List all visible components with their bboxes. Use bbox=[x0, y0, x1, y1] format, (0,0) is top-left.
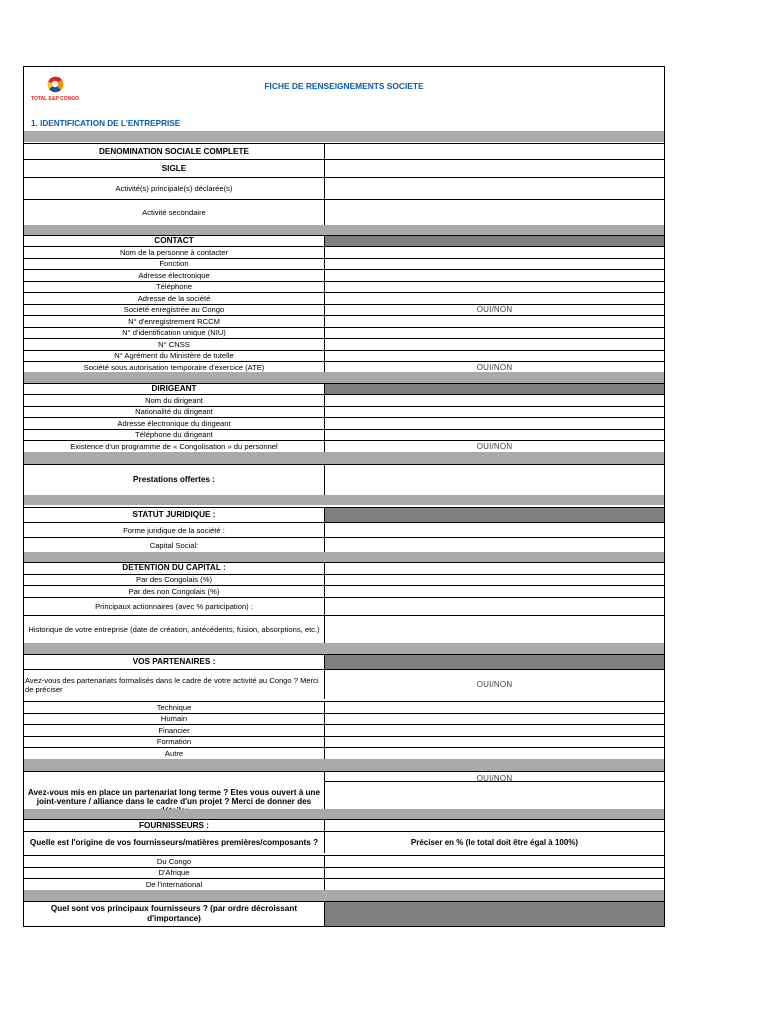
form-row bbox=[24, 199, 664, 225]
label-origine-fournisseurs: Quelle est l'origine de vos fournisseurs/matières premières/composants ? bbox=[24, 831, 324, 853]
value-dirigeant-3-cell[interactable] bbox=[324, 429, 664, 441]
value-activite-principale-cell[interactable] bbox=[324, 177, 664, 199]
form-row bbox=[24, 615, 664, 643]
form-row bbox=[24, 736, 664, 748]
label-contact-2: Adresse électronique bbox=[24, 269, 324, 281]
value-partenaire-0-cell[interactable] bbox=[324, 701, 664, 713]
label-historique: Historique de votre entreprise (date de création, antécédents, fusion, absorptions, etc.) bbox=[24, 615, 324, 643]
label-contact-0: Nom de la personne à contacter bbox=[24, 246, 324, 258]
value-contact-8-cell[interactable] bbox=[324, 338, 664, 350]
total-logo bbox=[28, 73, 82, 103]
form-row bbox=[24, 406, 664, 418]
value-contact-10-cell[interactable]: OUI/NON bbox=[324, 361, 664, 373]
value-contact-0-cell[interactable] bbox=[324, 246, 664, 258]
form-row bbox=[24, 724, 664, 736]
form-row bbox=[24, 304, 664, 316]
value-contact-1-cell[interactable] bbox=[324, 258, 664, 270]
form-row bbox=[24, 464, 664, 495]
label-par-congolais: Par des Congolais (%) bbox=[24, 574, 324, 586]
value-partenaire-3-cell[interactable] bbox=[324, 736, 664, 748]
value-contact-9-cell[interactable] bbox=[324, 350, 664, 362]
logo-text: TOTAL E&P CONGO bbox=[31, 96, 79, 102]
heading-detention-cell[interactable] bbox=[324, 562, 664, 574]
value-capital-social-cell[interactable] bbox=[324, 537, 664, 552]
label-partenariat-long-terme: Avez-vous mis en place un partenariat long terme ? Etes vous ouvert à une joint-venture / alliance dans le cadre d'un projet ? Merci de donner des bbox=[24, 771, 324, 809]
form-row bbox=[24, 574, 664, 586]
form-row bbox=[24, 417, 664, 429]
form-row bbox=[24, 537, 664, 552]
value-prestations-cell[interactable] bbox=[324, 464, 664, 495]
heading-dirigeant-cell[interactable] bbox=[324, 383, 664, 394]
section-title-identification: 1. IDENTIFICATION DE L'ENTREPRISE bbox=[31, 118, 181, 128]
form-row bbox=[24, 831, 664, 853]
heading-partenaires: VOS PARTENAIRES : bbox=[24, 654, 324, 669]
separator-band bbox=[24, 495, 664, 505]
value-partenariat-long-terme-cell[interactable]: OUI/NON bbox=[324, 771, 664, 809]
label-contact-8: N° CNSS bbox=[24, 338, 324, 350]
label-contact-1: Fonction bbox=[24, 258, 324, 270]
separator-band bbox=[24, 809, 664, 819]
form-row bbox=[24, 338, 664, 350]
label-dirigeant-4: Existence d'un programme de « Congolisation » du personnel bbox=[24, 440, 324, 452]
form-row bbox=[24, 361, 664, 373]
form-row bbox=[24, 383, 664, 394]
form-row bbox=[24, 878, 664, 890]
form-row bbox=[24, 597, 664, 616]
label-dirigeant-2: Adresse électronique du dirigeant bbox=[24, 417, 324, 429]
label-par-non-congolais: Par des non Congolais (%) bbox=[24, 585, 324, 597]
label-contact-10: Société sous autorisation temporaire d'exercice (ATE) bbox=[24, 361, 324, 373]
form-row bbox=[24, 394, 664, 406]
form-row bbox=[24, 177, 664, 199]
label-contact-3: Téléphone bbox=[24, 281, 324, 293]
label-prestations: Prestations offertes : bbox=[24, 464, 324, 495]
value-dirigeant-2-cell[interactable] bbox=[324, 417, 664, 429]
heading-partenaires-cell[interactable] bbox=[324, 654, 664, 669]
form-row bbox=[24, 281, 664, 293]
value-partenaire-4-cell[interactable] bbox=[324, 747, 664, 759]
separator-band bbox=[24, 131, 664, 142]
label-partenariats-formalises: Avez-vous des partenariats formalisés dans le cadre de votre activité au Congo ? Merci de préciser bbox=[24, 669, 324, 699]
value-fournisseur-1-cell[interactable] bbox=[324, 867, 664, 879]
form-row bbox=[24, 292, 664, 304]
label-fournisseur-2: De l'international bbox=[24, 878, 324, 890]
label-contact-9: N° Agrément du Ministère de tutelle bbox=[24, 350, 324, 362]
heading-statut: STATUT JURIDIQUE : bbox=[24, 507, 324, 522]
value-dirigeant-4-cell[interactable]: OUI/NON bbox=[324, 440, 664, 452]
label-fournisseur-0: Du Congo bbox=[24, 855, 324, 867]
label-activite-principale: Activité(s) principale(s) déclarée(s) bbox=[24, 177, 324, 199]
value-fournisseur-0-cell[interactable] bbox=[324, 855, 664, 867]
value-contact-5-cell[interactable]: OUI/NON bbox=[324, 304, 664, 316]
value-dirigeant-0-cell[interactable] bbox=[324, 394, 664, 406]
form-row bbox=[24, 143, 664, 159]
form-row bbox=[24, 654, 664, 669]
form-row bbox=[24, 901, 664, 927]
separator-band bbox=[24, 890, 664, 901]
label-contact-4: Adresse de la société bbox=[24, 292, 324, 304]
form-row bbox=[24, 819, 664, 831]
label-contact-7: N° d'identification unique (NIU) bbox=[24, 327, 324, 339]
heading-contact: CONTACT bbox=[24, 235, 324, 246]
form-row bbox=[24, 246, 664, 258]
form-row bbox=[24, 855, 664, 867]
label-activite-secondaire: Activité secondaire bbox=[24, 199, 324, 225]
form-row bbox=[24, 235, 664, 246]
value-partenariats-formalises-cell[interactable]: OUI/NON bbox=[324, 669, 664, 699]
value-forme-juridique-cell[interactable] bbox=[324, 522, 664, 537]
form-row bbox=[24, 440, 664, 452]
form-row bbox=[24, 701, 664, 713]
label-forme-juridique: Forme juridique de la société : bbox=[24, 522, 324, 537]
form-row bbox=[24, 429, 664, 441]
separator-band bbox=[24, 759, 664, 771]
value-contact-3-cell[interactable] bbox=[324, 281, 664, 293]
value-principaux-actionnaires-cell[interactable] bbox=[324, 597, 664, 616]
label-capital-social: Capital Social: bbox=[24, 537, 324, 552]
form-row bbox=[24, 522, 664, 537]
label-contact-6: N° d'enregistrement RCCM bbox=[24, 315, 324, 327]
label-dirigeant-0: Nom du dirigeant bbox=[24, 394, 324, 406]
value-par-non-congolais-cell[interactable] bbox=[324, 585, 664, 597]
label-principaux-fournisseurs: Quel sont vos principaux fournisseurs ? (par ordre décroissant d'importance) bbox=[24, 901, 324, 927]
label-sigle: SIGLE bbox=[24, 159, 324, 177]
heading-statut-cell[interactable] bbox=[324, 507, 664, 522]
form-row bbox=[24, 269, 664, 281]
form-row bbox=[24, 747, 664, 759]
form-row bbox=[24, 507, 664, 522]
form-row bbox=[24, 771, 664, 809]
label-fournisseur-1: D'Afrique bbox=[24, 867, 324, 879]
heading-fournisseurs: FOURNISSEURS : bbox=[24, 819, 324, 831]
label-dirigeant-3: Téléphone du dirigeant bbox=[24, 429, 324, 441]
separator-band bbox=[24, 552, 664, 562]
form-row bbox=[24, 585, 664, 597]
cell-divider bbox=[324, 781, 664, 782]
value-sigle-cell[interactable] bbox=[324, 159, 664, 177]
label-partenaire-0: Technique bbox=[24, 701, 324, 713]
label-partenaire-4: Autre bbox=[24, 747, 324, 759]
form-row bbox=[24, 258, 664, 270]
separator-band bbox=[24, 372, 664, 383]
form-row bbox=[24, 315, 664, 327]
label-partenaire-1: Humain bbox=[24, 713, 324, 725]
form-row bbox=[24, 669, 664, 699]
form-row bbox=[24, 562, 664, 574]
separator-band bbox=[24, 452, 664, 464]
value-origine-fournisseurs-cell[interactable]: Préciser en % (le total doit être égal à 100%) bbox=[324, 831, 664, 853]
value-principaux-fournisseurs-cell[interactable] bbox=[324, 901, 664, 927]
value-partenaire-2-cell[interactable] bbox=[324, 724, 664, 736]
form-row bbox=[24, 713, 664, 725]
separator-band bbox=[24, 643, 664, 654]
value-historique-cell[interactable] bbox=[324, 615, 664, 643]
label-principaux-actionnaires: Principaux actionnaires (avec % participation) : bbox=[24, 597, 324, 616]
value-fournisseur-2-cell[interactable] bbox=[324, 878, 664, 890]
value-contact-4-cell[interactable] bbox=[324, 292, 664, 304]
value-contact-2-cell[interactable] bbox=[324, 269, 664, 281]
heading-contact-cell[interactable] bbox=[324, 235, 664, 246]
form-title: FICHE DE RENSEIGNEMENTS SOCIETE bbox=[264, 81, 424, 91]
value-par-congolais-cell[interactable] bbox=[324, 574, 664, 586]
heading-fournisseurs-cell[interactable] bbox=[324, 819, 664, 831]
form-row bbox=[24, 350, 664, 362]
heading-detention: DETENTION DU CAPITAL : bbox=[24, 562, 324, 574]
heading-dirigeant: DIRIGEANT bbox=[24, 383, 324, 394]
separator-band bbox=[24, 225, 664, 235]
form-row bbox=[24, 159, 664, 177]
value-denomination-cell[interactable] bbox=[324, 143, 664, 159]
value-contact-6-cell[interactable] bbox=[324, 315, 664, 327]
value-activite-secondaire-cell[interactable] bbox=[324, 199, 664, 225]
label-partenaire-2: Financier bbox=[24, 724, 324, 736]
value-contact-7-cell[interactable] bbox=[324, 327, 664, 339]
form-row bbox=[24, 867, 664, 879]
label-contact-5: Société enregistrée au Congo bbox=[24, 304, 324, 316]
label-dirigeant-1: Nationalité du dirigeant bbox=[24, 406, 324, 418]
form-sheet bbox=[23, 66, 665, 927]
value-dirigeant-1-cell[interactable] bbox=[324, 406, 664, 418]
value-partenaire-1-cell[interactable] bbox=[324, 713, 664, 725]
label-partenaire-3: Formation bbox=[24, 736, 324, 748]
label-denomination: DENOMINATION SOCIALE COMPLETE bbox=[24, 143, 324, 159]
form-row bbox=[24, 327, 664, 339]
